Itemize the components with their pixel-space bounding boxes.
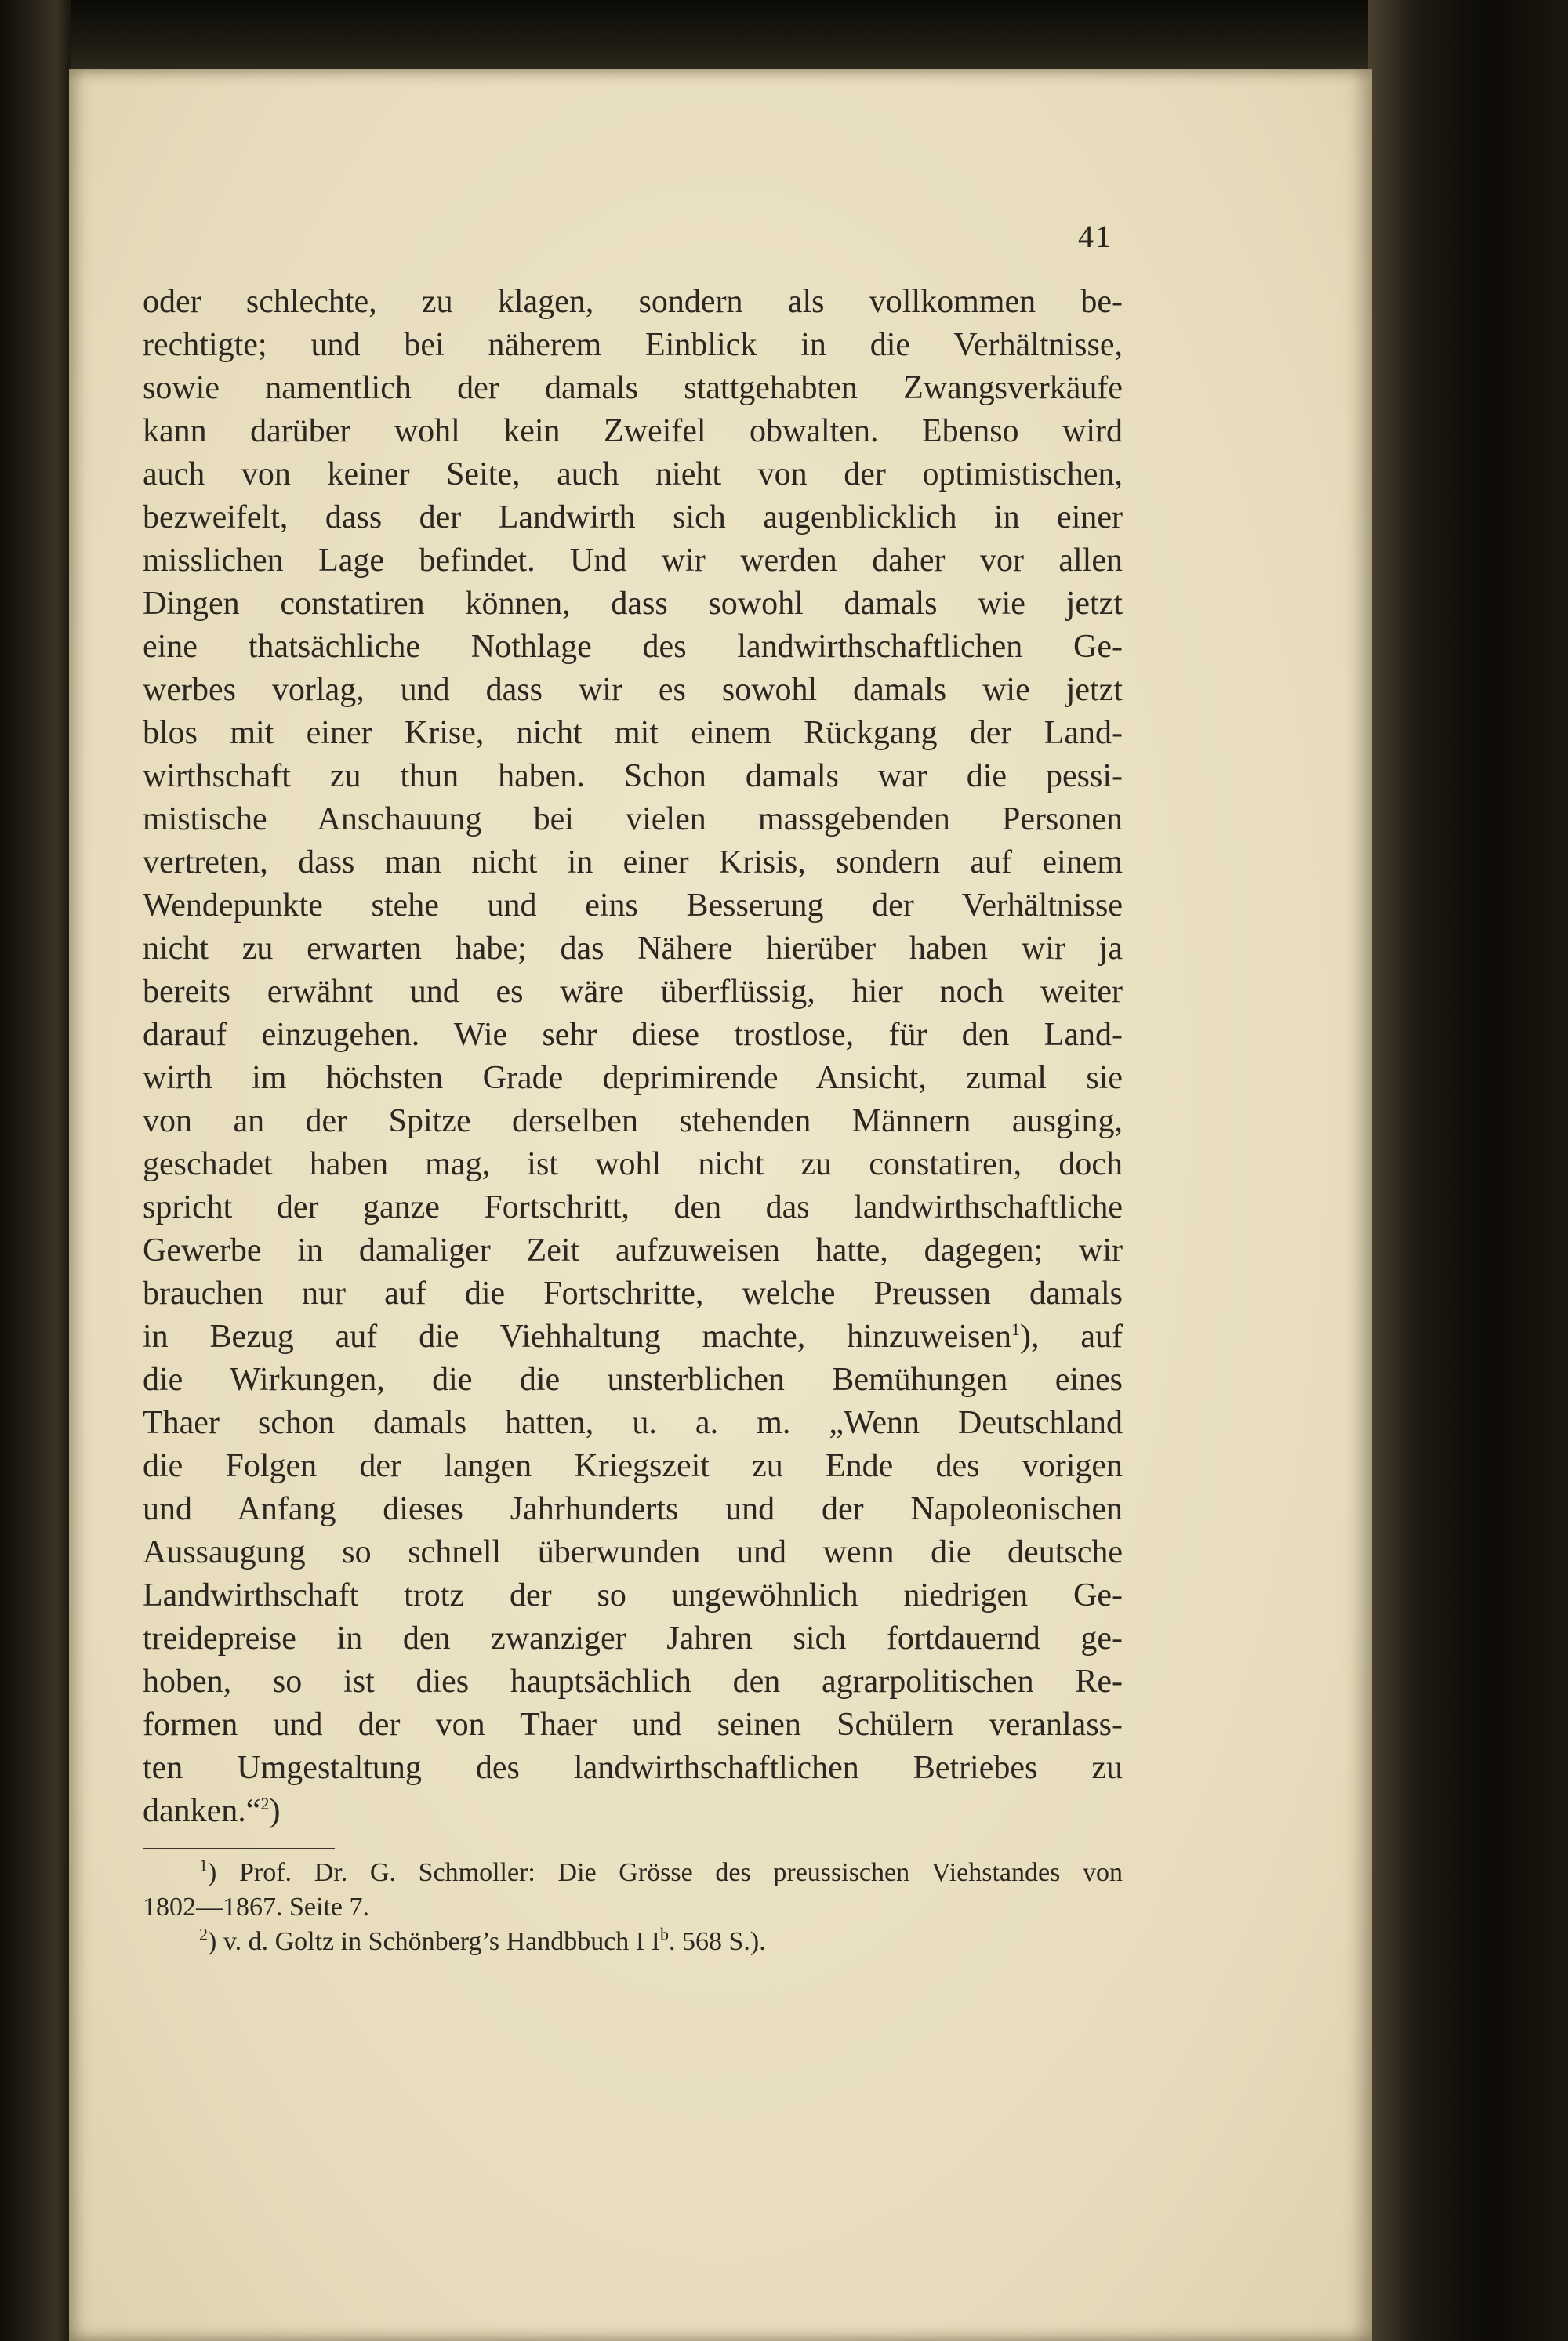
footnote-text: ) Prof. Dr. G. Schmoller: Die Grösse des preussischen Viehstandes von xyxy=(208,1858,1123,1887)
book-top-edge xyxy=(0,0,1568,74)
text-fragment: ), auf xyxy=(1020,1319,1123,1355)
text-line: die Wirkungen, die die unsterblichen Bemühungen eines xyxy=(143,1362,1123,1398)
text-line: Thaer schon damals hatten, u. a. m. „Wenn Deutschland xyxy=(143,1405,1123,1441)
text-line: auch von keiner Seite, auch nieht von der optimistischen, xyxy=(143,456,1123,492)
text-line: eine thatsächliche Nothlage des landwirthschaftlichen Ge- xyxy=(143,629,1123,665)
footnote-mark-1: 1 xyxy=(199,1855,208,1875)
text-line: hoben, so ist dies hauptsächlich den agrarpolitischen Re- xyxy=(143,1664,1123,1700)
text-line: sowie namentlich der damals stattgehabten Zwangsverkäufe xyxy=(143,370,1123,406)
footnote-superscript: b xyxy=(659,1924,669,1944)
footnote-text: ) v. d. Goltz in Schönberg’s Handbbuch I I xyxy=(208,1927,660,1956)
text-line-last xyxy=(143,1790,1123,1833)
text-line: oder schlechte, zu klagen, sondern als vollkommen be- xyxy=(143,284,1123,320)
text-line: rechtigte; und bei näherem Einblick in die Verhältnisse, xyxy=(143,327,1123,363)
page-number: 41 xyxy=(1078,219,1112,254)
text-line: bereits erwähnt und es wäre überflüssig, hier noch weiter xyxy=(143,974,1123,1010)
text-line: darauf einzugehen. Wie sehr diese trostlose, für den Land- xyxy=(143,1017,1123,1053)
footnote-1-line-1 xyxy=(143,1856,1123,1890)
text-line: wirthschaft zu thun haben. Schon damals war die pessi- xyxy=(143,758,1123,794)
footnote-ref-1[interactable]: 1 xyxy=(1011,1319,1021,1339)
text-line: wirth im höchsten Grade deprimirende Ansicht, zumal sie xyxy=(143,1060,1123,1096)
footnote-2 xyxy=(143,1925,1123,1959)
text-line: mistische Anschauung bei vielen massgebenden Personen xyxy=(143,801,1123,837)
text-line: misslichen Lage befindet. Und wir werden daher vor allen xyxy=(143,543,1123,579)
text-line: kann darüber wohl kein Zweifel obwalten. Ebenso wird xyxy=(143,413,1123,449)
text-line: blos mit einer Krise, nicht mit einem Rückgang der Land- xyxy=(143,715,1123,751)
text-line: Landwirthschaft trotz der so ungewöhnlich niedrigen Ge- xyxy=(143,1577,1123,1613)
text-line: spricht der ganze Fortschritt, den das landwirthschaftliche xyxy=(143,1189,1123,1225)
text-line: formen und der von Thaer und seinen Schülern veranlass- xyxy=(143,1707,1123,1743)
text-line: bezweifelt, dass der Landwirth sich augenblicklich in einer xyxy=(143,499,1123,535)
footnote-mark-2: 2 xyxy=(199,1924,208,1944)
book-left-edge xyxy=(0,0,71,2341)
footnote-ref-2[interactable]: 2 xyxy=(260,1794,270,1813)
text-fragment: ) xyxy=(269,1793,281,1829)
footnote-1-line-2: 1802—1867. Seite 7. xyxy=(143,1893,369,1922)
text-line: die Folgen der langen Kriegszeit zu Ende des vorigen xyxy=(143,1448,1123,1484)
text-line: nicht zu erwarten habe; das Nähere hierüber haben wir ja xyxy=(143,931,1123,967)
text-line: werbes vorlag, und dass wir es sowohl damals wie jetzt xyxy=(143,672,1123,708)
text-line: Wendepunkte stehe und eins Besserung der Verhältnisse xyxy=(143,887,1123,924)
text-line: geschadet haben mag, ist wohl nicht zu constatiren, doch xyxy=(143,1146,1123,1182)
text-line: von an der Spitze derselben stehenden Männern ausging, xyxy=(143,1103,1123,1139)
text-line: treidepreise in den zwanziger Jahren sich fortdauernd ge- xyxy=(143,1621,1123,1657)
text-fragment: danken.“ xyxy=(143,1793,261,1829)
body-text xyxy=(143,281,1123,1833)
text-line: vertreten, dass man nicht in einer Krisis, sondern auf einem xyxy=(143,844,1123,880)
footnote-divider xyxy=(143,1848,335,1849)
footnotes xyxy=(143,1856,1123,1959)
text-line-with-footnote-ref xyxy=(143,1316,1123,1359)
text-fragment: in Bezug auf die Viehhaltung machte, hinzuweisen xyxy=(143,1319,1012,1355)
book-right-edge xyxy=(1368,0,1568,2341)
text-line: Dingen constatiren können, dass sowohl damals wie jetzt xyxy=(143,586,1123,622)
text-line: Aussaugung so schnell überwunden und wenn die deutsche xyxy=(143,1534,1123,1570)
text-line: Gewerbe in damaliger Zeit aufzuweisen hatte, dagegen; wir xyxy=(143,1232,1123,1268)
footnote-text: . 568 S.). xyxy=(668,1927,766,1956)
text-line: und Anfang dieses Jahrhunderts und der Napoleonischen xyxy=(143,1491,1123,1527)
text-line: brauchen nur auf die Fortschritte, welche Preussen damals xyxy=(143,1276,1123,1312)
text-line: ten Umgestaltung des landwirthschaftlichen Betriebes zu xyxy=(143,1750,1123,1786)
